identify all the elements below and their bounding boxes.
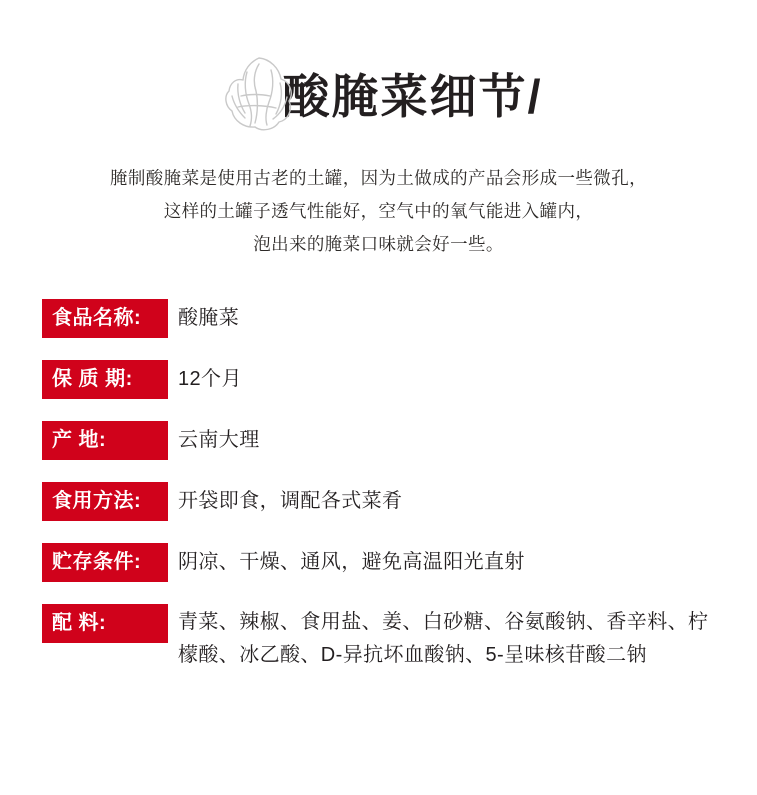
intro-line-3: 泡出来的腌菜口味就会好一些。 [253,234,504,254]
spec-row [42,299,715,338]
spec-value-usage: 开袋即食，调配各式菜肴 [178,490,403,512]
spec-row [42,604,715,672]
intro-line-2: 这样的土罐子透气性能好，空气中的氧气能进入罐内， [163,201,594,221]
spec-label-ingredients: 配 料: [42,604,168,643]
intro-paragraph [59,162,699,261]
product-detail-page [0,38,757,795]
spec-label-origin: 产 地: [42,421,168,460]
page-title: 酸腌菜细节/ [282,69,543,123]
spec-value-ingredients: 青菜、辣椒、食用盐、姜、白砂糖、谷氨酸钠、香辛料、柠檬酸、冰乙酸、D-异抗坏血酸钠、5-呈味核苷酸二钠 [178,611,709,666]
spec-row [42,421,715,460]
spec-value-shelf-life: 12个月 [178,368,242,390]
spec-row [42,543,715,582]
spec-value-storage: 阴凉、干燥、通风，避免高温阳光直射 [178,551,525,573]
pickled-vegetable-icon [214,50,304,136]
spec-label-shelf-life: 保 质 期: [42,360,168,399]
intro-line-1: 腌制酸腌菜是使用古老的土罐，因为土做成的产品会形成一些微孔， [110,168,647,188]
spec-row [42,482,715,521]
spec-label-product-name: 食品名称: [42,299,168,338]
spec-value-product-name: 酸腌菜 [178,307,240,329]
spec-list [0,299,757,672]
page-header [0,38,757,148]
spec-row [42,360,715,399]
header-inner [214,50,542,136]
spec-label-storage: 贮存条件: [42,543,168,582]
spec-value-origin: 云南大理 [178,429,260,451]
spec-label-usage: 食用方法: [42,482,168,521]
